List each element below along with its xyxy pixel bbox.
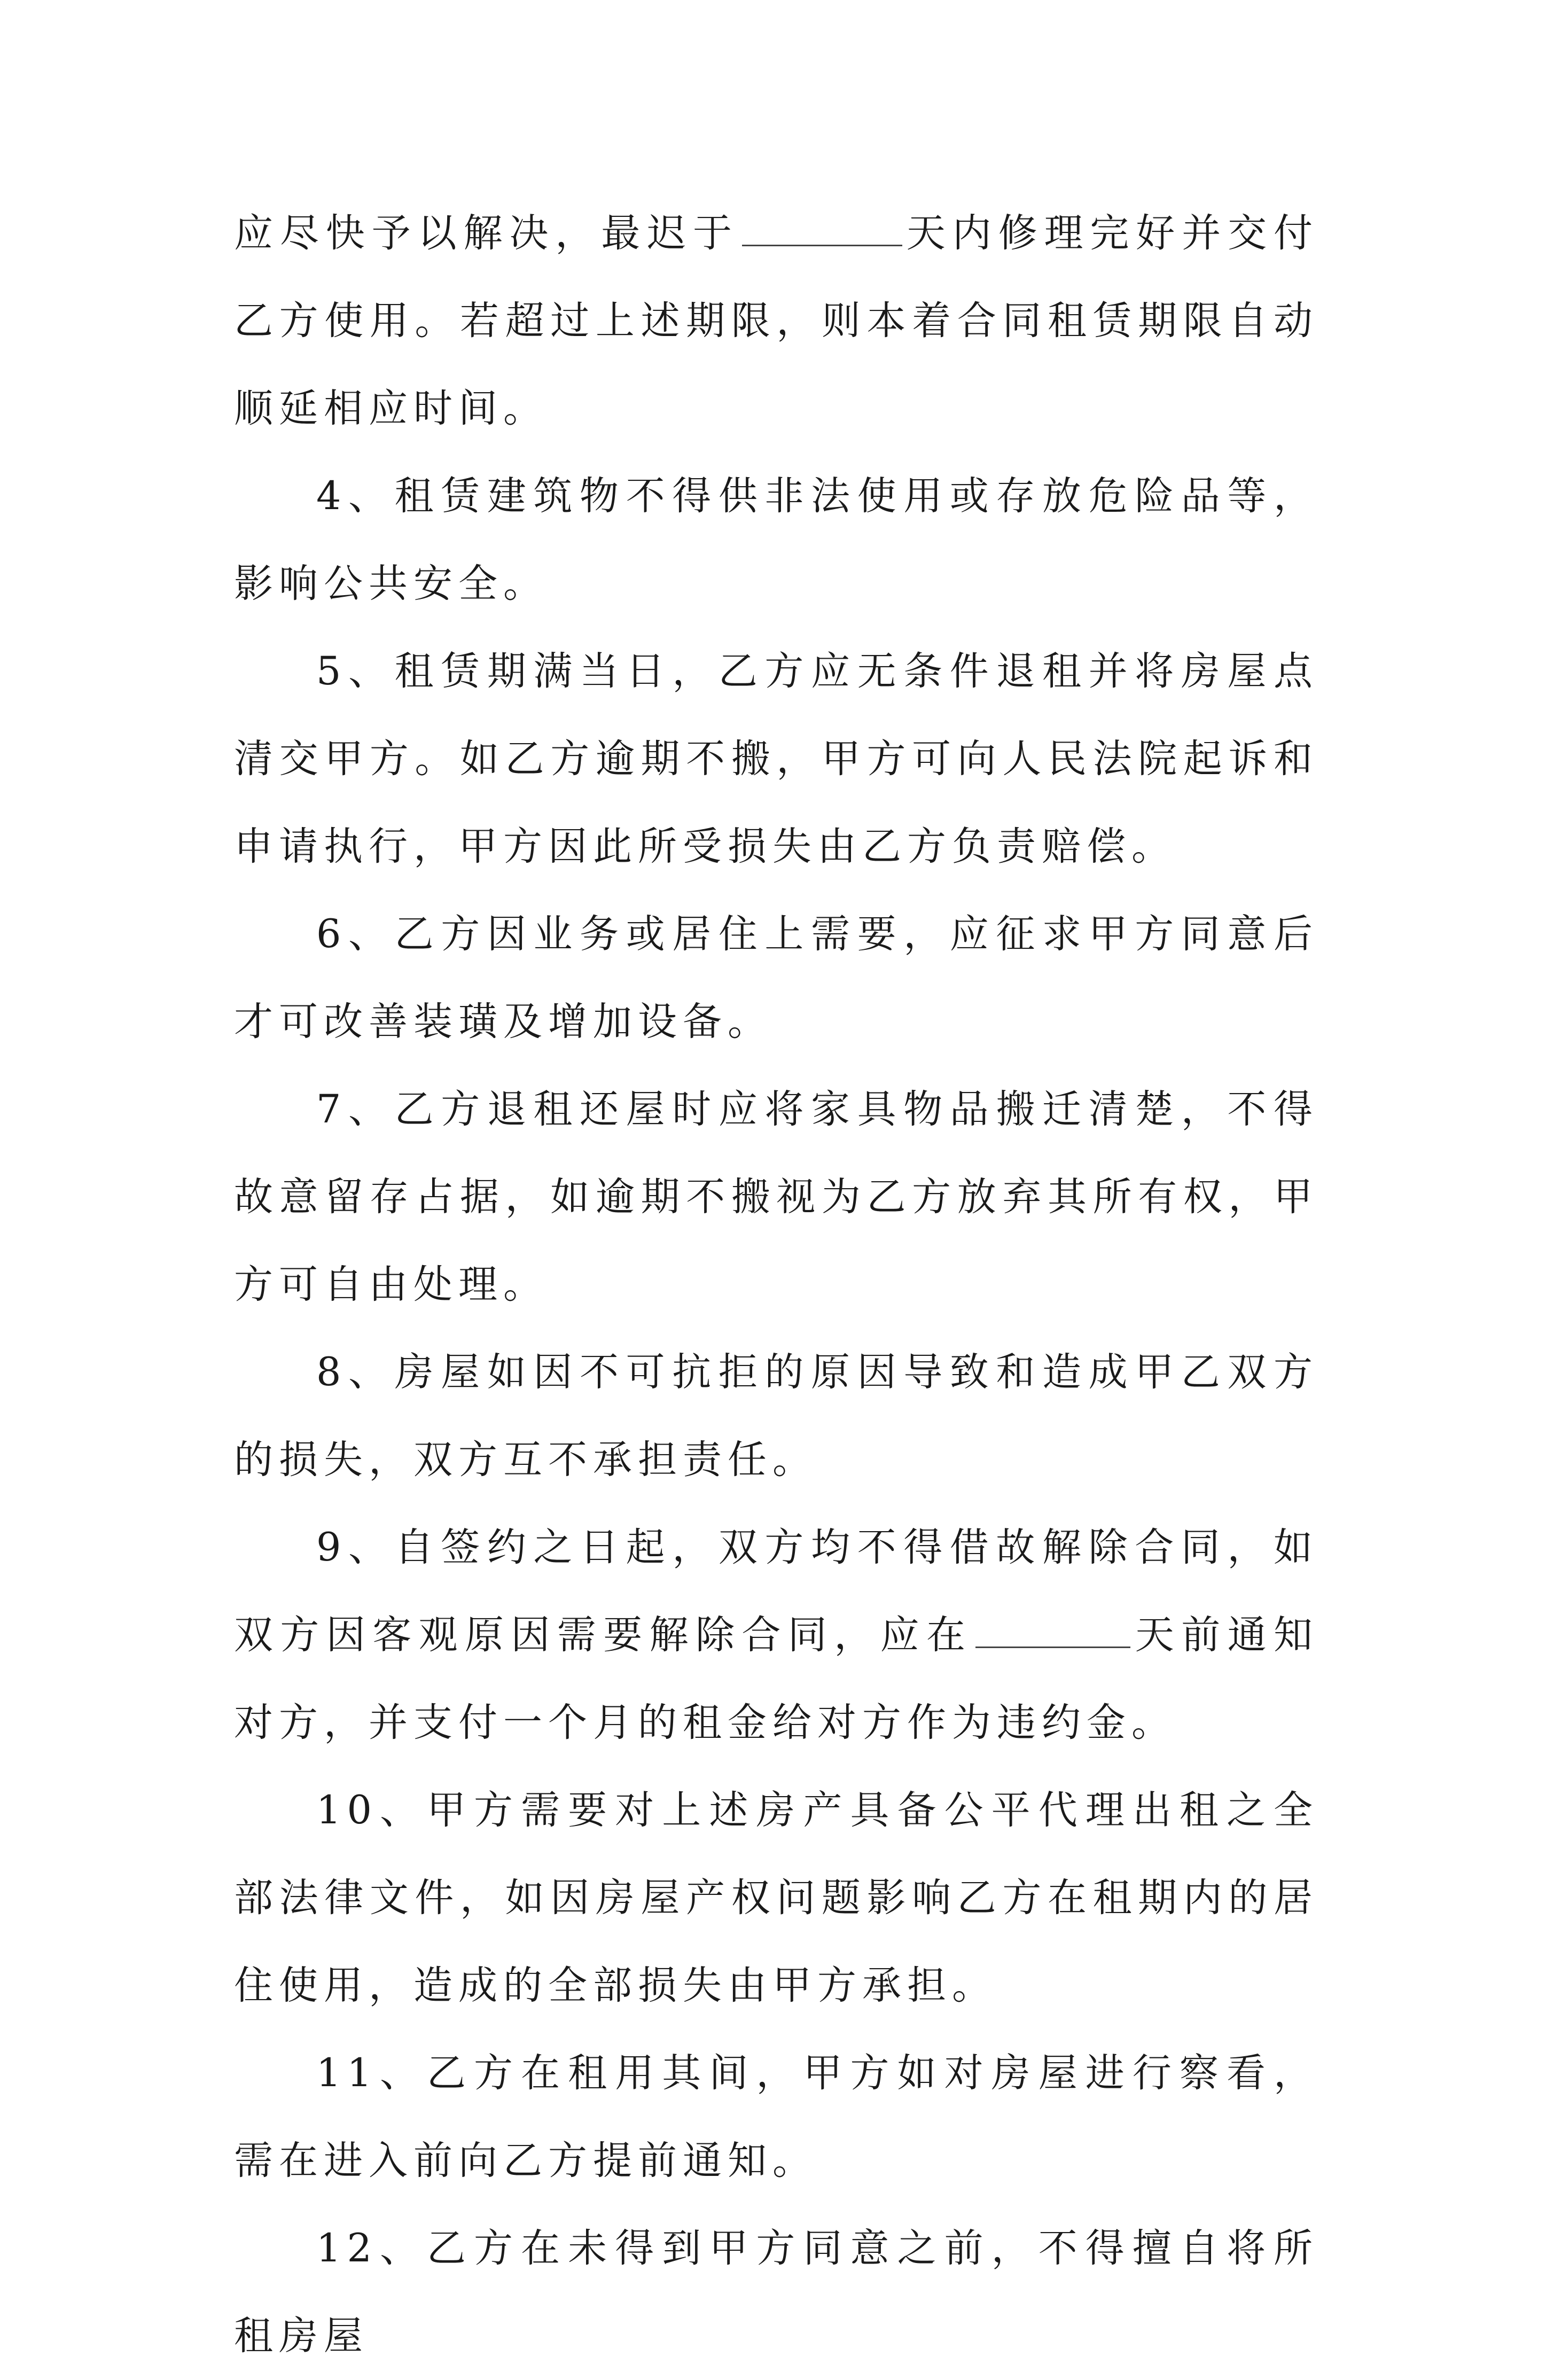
clause-12: 12、乙方在未得到甲方同意之前，不得擅自将所租房屋 <box>234 2226 1318 2359</box>
clause-11: 11、乙方在租用其间，甲方如对房屋进行察看，需在进入前向乙方提前通知。 <box>234 2050 1318 2183</box>
clause-6: 6、乙方因业务或居住上需要，应征求甲方同意后才可改善装璜及增加设备。 <box>234 911 1318 1044</box>
fill-in-blank-days[interactable] <box>742 213 902 246</box>
paragraph-continued <box>234 190 1318 452</box>
clause-9-text-after-blank: 天前通知对方，并支付一个月的租金给对方作为违约金。 <box>234 1612 1319 1745</box>
clause-8: 8、房屋如因不可抗拒的原因导致和造成甲乙双方的损失，双方互不承担责任。 <box>234 1349 1318 1482</box>
clause-10: 10、甲方需要对上述房产具备公平代理出租之全部法律文件，如因房屋产权问题影响乙方在租期内的居住使用，造成的全部损失由甲方承担。 <box>234 1788 1318 2008</box>
fill-in-blank-notice-days[interactable] <box>975 1614 1130 1648</box>
clause-5: 5、租赁期满当日，乙方应无条件退租并将房屋点清交甲方。如乙方逾期不搬，甲方可向人民法院起诉和申请执行，甲方因此所受损失由乙方负责赔偿。 <box>234 649 1318 869</box>
clause-7: 7、乙方退租还屋时应将家具物品搬迁清楚，不得故意留存占据，如逾期不搬视为乙方放弃其所有权，甲方可自由处理。 <box>234 1087 1318 1307</box>
document-body <box>234 190 1318 2380</box>
clause-4: 4、租赁建筑物不得供非法使用或存放危险品等，影响公共安全。 <box>234 473 1318 606</box>
paragraph-text-after-blank: 天内修理完好并交付乙方使用。若超过上述期限，则本着合同租赁期限自动顺延相应时间。 <box>234 210 1319 431</box>
paragraph-text-before-blank: 应尽快予以解决，最迟于 <box>234 210 739 256</box>
clause-9 <box>234 1504 1318 1767</box>
clause-9-text-before-blank: 9、自签约之日起，双方均不得借故解除合同，如双方因客观原因需要解除合同，应在 <box>234 1525 1318 1658</box>
